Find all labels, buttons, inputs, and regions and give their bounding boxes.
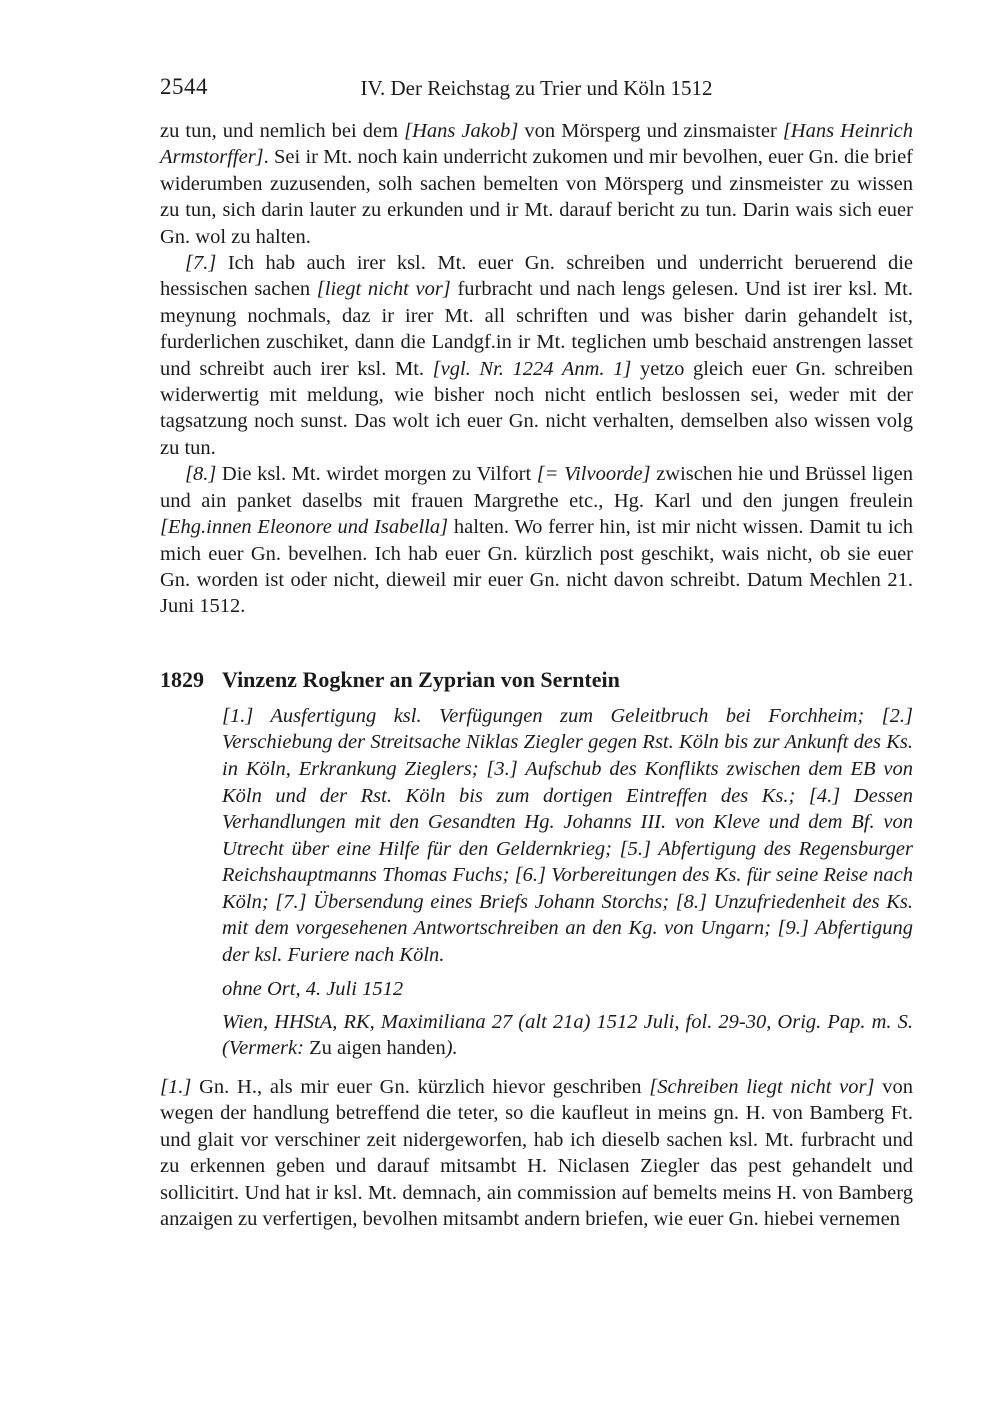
text-block [160, 118, 913, 1232]
entry-number: 1829 [160, 666, 204, 692]
paragraph-1: [1.] Gn. H., als mir euer Gn. kürzlich hievor geschriben [Schreiben liegt nicht vor] von wegen der handlung betreffend die teter, so die kaufleut in meins gn. H. von Bamberg Ft. und glait vor verschiner zeit nidergeworfen, hab ich dieselb sachen ksl. Mt. furbracht und zu erkennen geben und darauf mitsambt H. Niclasen Ziegler das pest gehandelt und sollicitirt. Und hat ir ksl. Mt. demnach, ain commission auf bemelts meins H. von Bamberg anzaigen zu verfertigen, bevolhen mitsambt andern briefen, wie euer Gn. hiebei vernemen [160, 1075, 913, 1230]
page-header [160, 74, 913, 102]
page-number: 2544 [160, 74, 208, 99]
entry-dateline: ohne Ort, 4. Juli 1512 [222, 977, 404, 1000]
entry-title: Vinzenz Rogkner an Zyprian von Serntein [222, 666, 620, 692]
entry-heading [160, 666, 913, 694]
entry-summary: [1.] Ausfertigung ksl. Verfügungen zum Geleitbruch bei Forchheim; [2.] Verschiebung der Streitsache Niklas Ziegler gegen Rst. Köln bis zur Ankunft des Ks. in Köln, Erkrankung Zieglers; [3.] Aufschub des Konflikts zwischen dem EB von Köln und der Rst. Köln bis zum dortigen Eintreffen des Ks.; [4.] Dessen Verhandlungen mit den Gesandten Hg. Johanns III. von Kleve und dem Bf. von Utrecht über eine Hilfe für den Geldernkrieg; [5.] Abfertigung des Regensburger Reichshauptmanns Thomas Fuchs; [6.] Vorbereitungen des Ks. für seine Reise nach Köln; [7.] Übersendung eines Briefs Johann Storchs; [8.] Unzufriedenheit des Ks. mit dem vorgesehenen Antwortschreiben an den Kg. von Ungarn; [9.] Abfertigung der ksl. Furiere nach Köln. [222, 704, 913, 967]
paragraph-continuation: zu tun, und nemlich bei dem [Hans Jakob] von Mörsperg und zinsmaister [Hans Heinrich Armstorffer]. Sei ir Mt. noch kain underricht zukomen und mir bevolhen, euer Gn. die brief widerumben zuzusenden, solh sachen bemelten von Mörsperg und zinsmeister zu wissen zu tun, sich darin lauter zu erkunden und ir Mt. darauf bericht zu tun. Darin wais sich euer Gn. wol zu halten. [160, 120, 914, 248]
paragraph-7: [7.] Ich hab auch irer ksl. Mt. euer Gn. schreiben und underricht beruerend die hessischen sachen [liegt nicht vor] furbracht und nach lengs gelesen. Und ist irer ksl. Mt. meynung nochmals, daz ir irer Mt. all schriften und was bisher darin gehandelt ist, furderlichen zuschiket, dann die Landgf.in ir Mt. teglichen umb beschaid anstrengen lasset und schreibt auch irer ksl. Mt. [vgl. Nr. 1224 Anm. 1] yetzo gleich euer Gn. schreiben widerwertig mit meldung, wie bisher noch nicht entlich beslossen sei, weder mit der tagsatzung noch sunst. Das wolt ich euer Gn. nicht verhalten, demselben also wissen volg zu tun. [160, 252, 914, 459]
running-title: IV. Der Reichstag zu Trier und Köln 1512 [360, 76, 713, 100]
paragraph-8: [8.] Die ksl. Mt. wirdet morgen zu Vilfort [= Vilvoorde] zwischen hie und Brüssel ligen und ain panket daselbs mit frauen Margrethe etc., Hg. Karl und den jungen freulein [Ehg.innen Eleonore und Isabella] halten. Wo ferrer hin, ist mir nicht wissen. Damit tu ich mich euer Gn. bevelhen. Ich hab euer Gn. kürzlich post geschikt, wais nicht, ob sie euer Gn. worden ist oder nicht, dieweil mir euer Gn. nicht davon schreibt. Datum Mechlen 21. Juni 1512. [160, 463, 913, 618]
entry-source-note: Wien, HHStA, RK, Maximiliana 27 (alt 21a) 1512 Juli, fol. 29-30, Orig. Pap. m. S. (Vermerk: Zu aigen handen). [222, 1011, 913, 1060]
